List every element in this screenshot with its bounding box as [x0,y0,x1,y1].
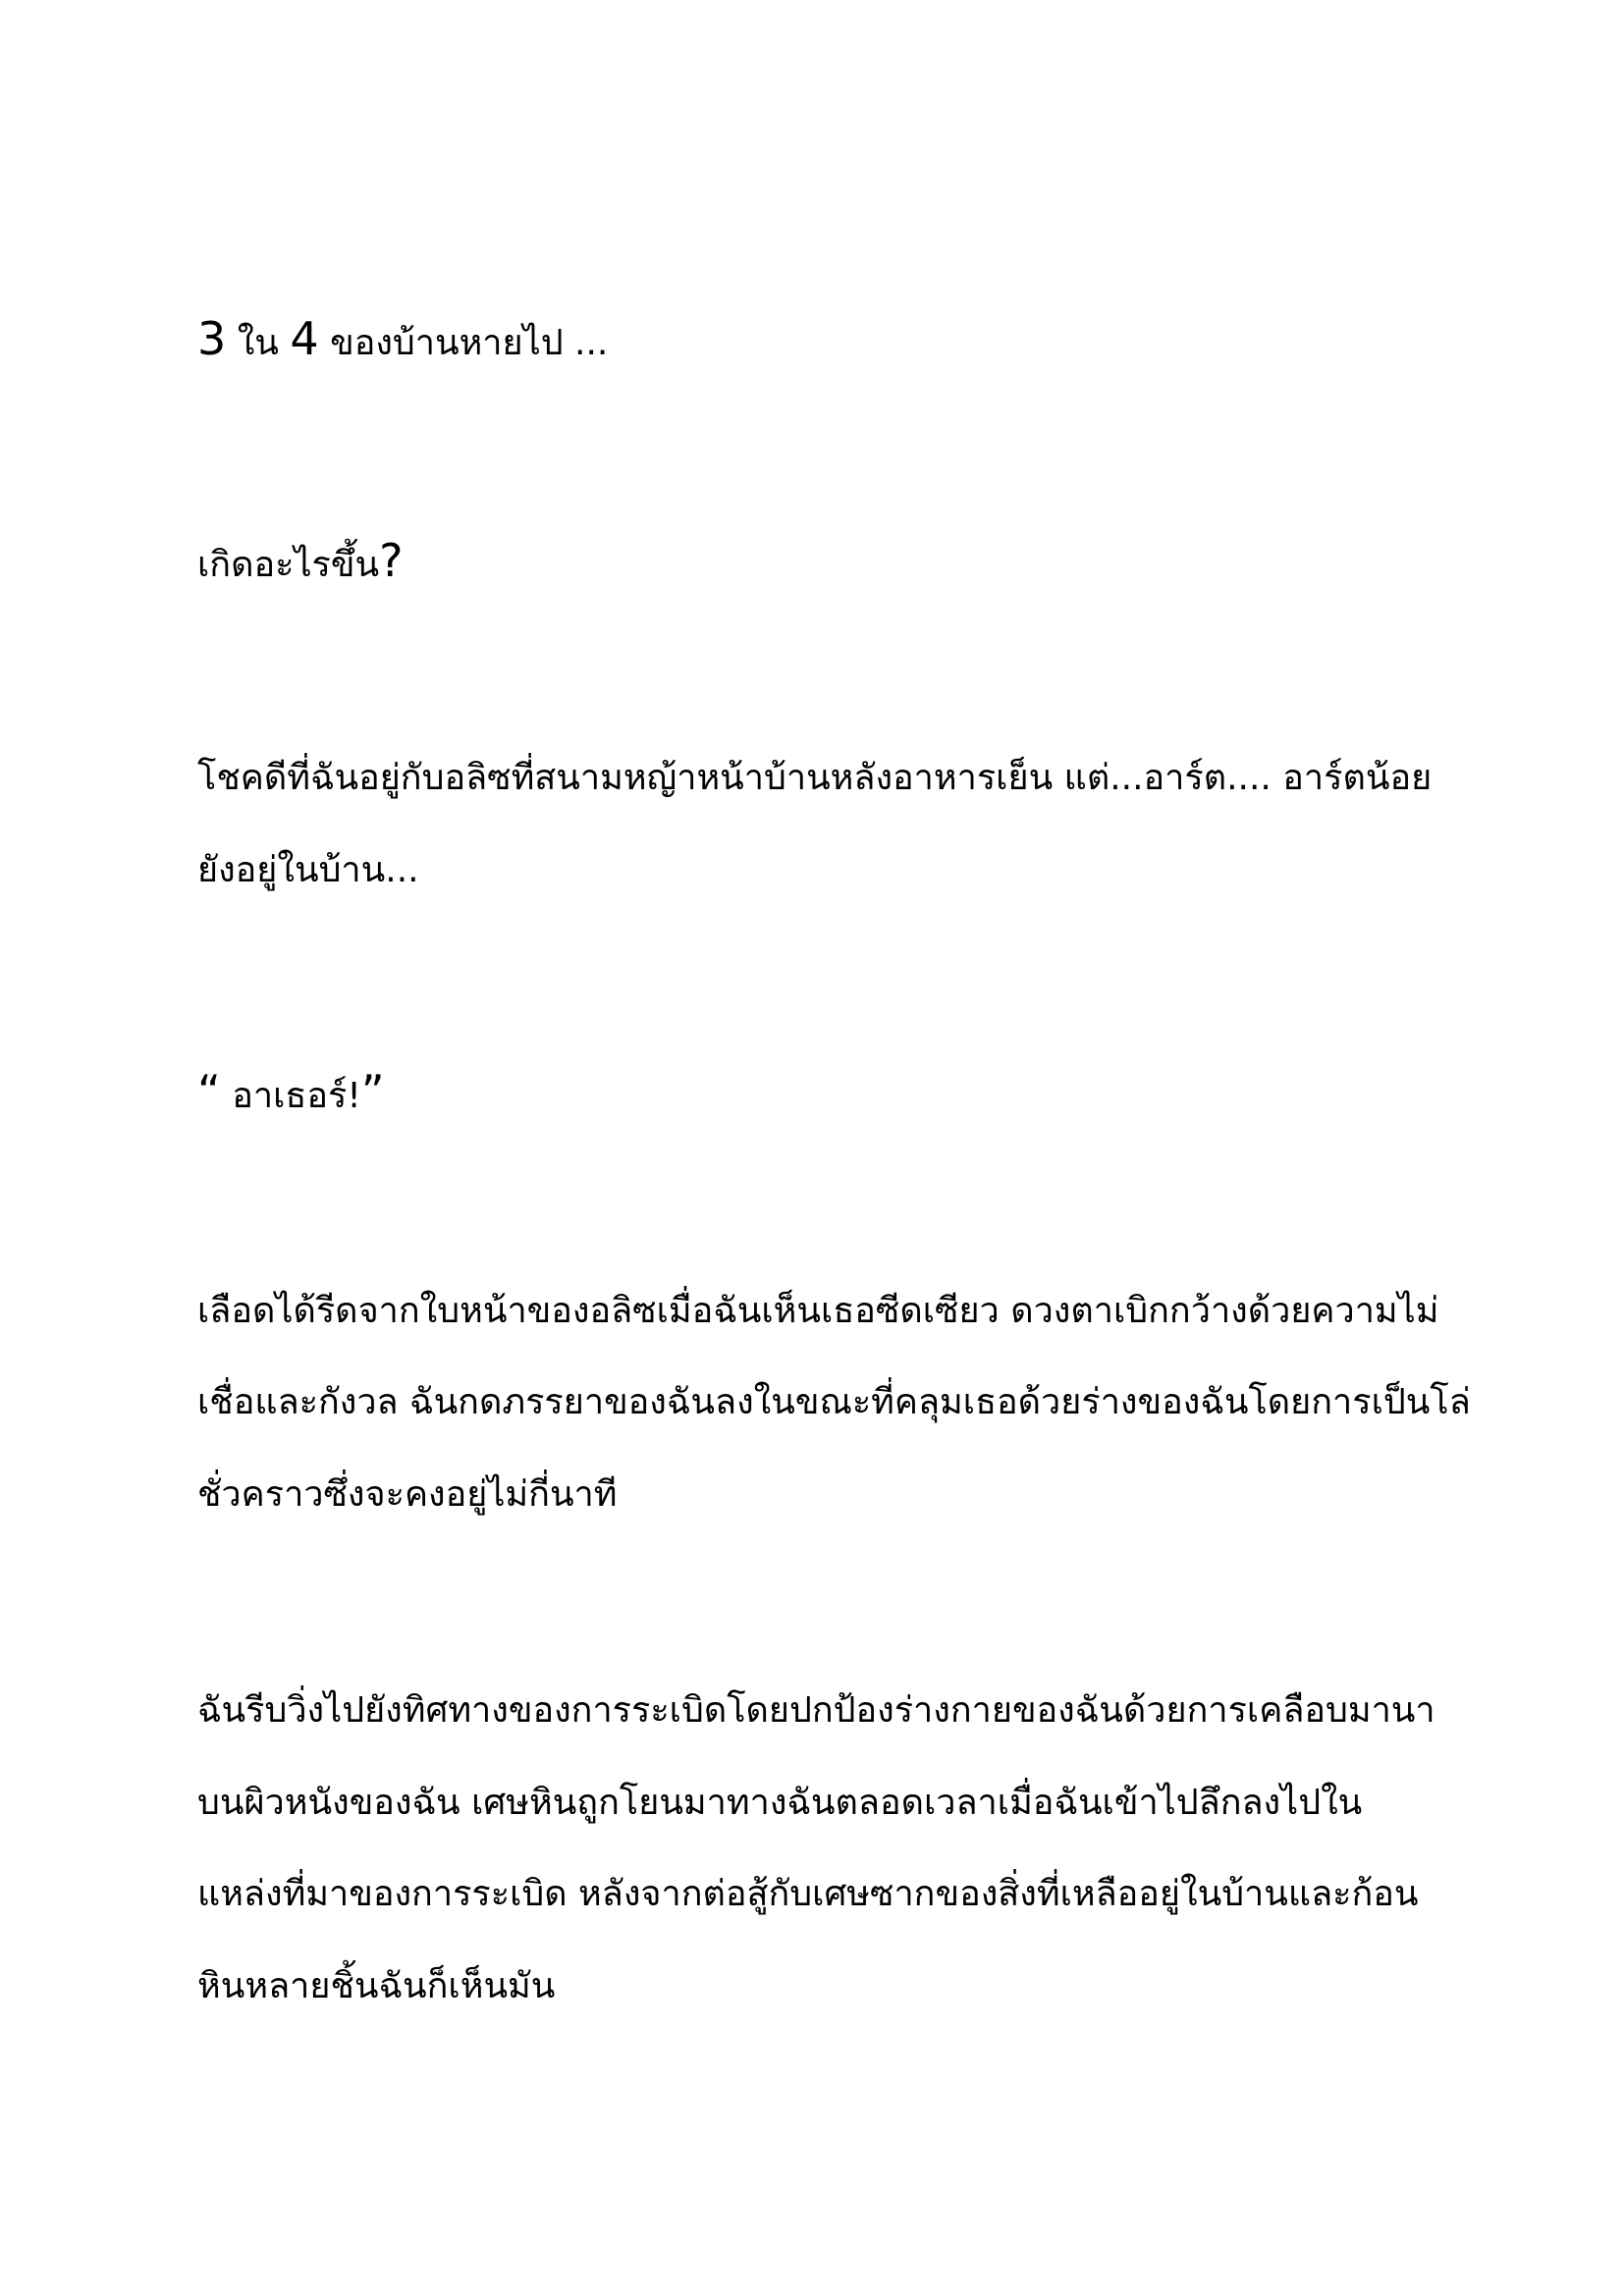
paragraph-6-line-2: บนผิวหนังของฉัน เศษหินถูกโยนมาทางฉันตลอดเวลาเมื่อฉันเข้าไปลึกลงไปใน [197,1783,1363,1823]
paragraph-4 [197,1065,385,1118]
paragraph-6-line-1: ฉันรีบวิ่งไปยังทิศทางของการระเบิดโดยปกป้องร่างกายของฉันด้วยการเคลือบมานา [197,1690,1435,1731]
paragraph-1-mid: ใน [226,323,291,363]
paragraph-1 [197,312,609,365]
paragraph-6-line-3: แหล่งที่มาของการระเบิด หลังจากต่อสู้กับเศษซากของสิ่งที่เหลืออยู่ในบ้านและก้อน [197,1874,1419,1914]
paragraph-2 [197,534,404,587]
number-three: 3 [197,312,227,365]
paragraph-5-line-2: เชื่อและกังวล ฉันกดภรรยาของฉันลงในขณะที่คลุมเธอด้วยร่างของฉันโดยการเป็นโล่ [197,1382,1471,1422]
question-mark: ? [379,534,404,587]
paragraph-5-line-1: เลือดได้รีดจากใบหน้าของอลิซเมื่อฉันเห็นเธอซีดเซียว ดวงตาเบิกกว้างด้วยความไม่ [197,1291,1439,1331]
open-quote: “ [197,1065,221,1118]
paragraph-4-text: อาเธอร์! [220,1076,361,1116]
paragraph-1-rest: ของบ้านหายไป ... [318,323,609,363]
paragraph-2-text: เกิดอะไรขึ้น [197,545,380,585]
number-four: 4 [290,312,319,365]
paragraph-3-line-1: โชคดีที่ฉันอยู่กับอลิซที่สนามหญ้าหน้าบ้านหลังอาหารเย็น แต่...อาร์ต.... อาร์ตน้อย [197,758,1433,798]
close-quote: ” [360,1065,385,1118]
paragraph-3-line-2: ยังอยู่ในบ้าน... [197,850,419,890]
paragraph-5-line-3: ชั่วคราวซึ่งจะคงอยู่ไม่กี่นาที [197,1474,618,1515]
paragraph-6-line-4: หินหลายชิ้นฉันก็เห็นมัน [197,1966,556,2006]
